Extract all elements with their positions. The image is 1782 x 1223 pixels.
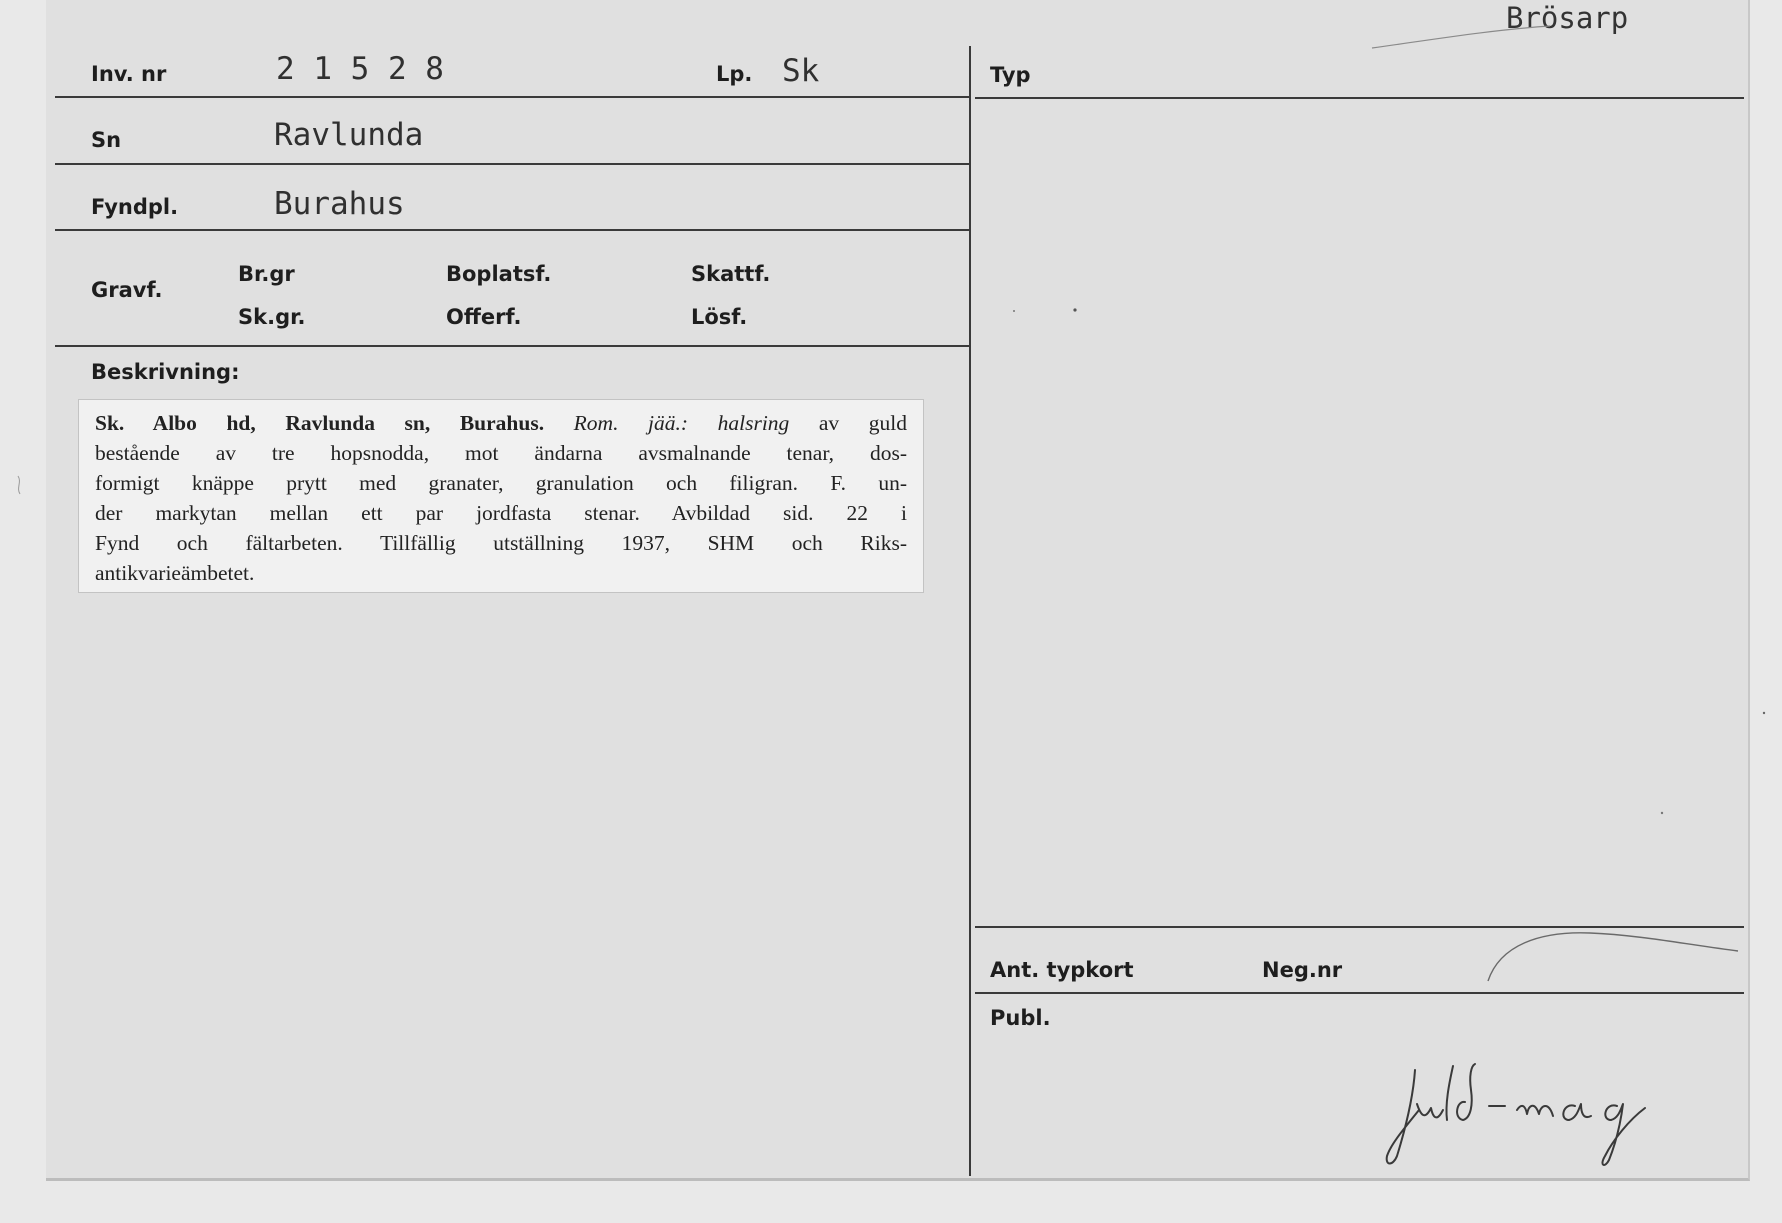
corner-place-name: Brösarp <box>1506 1 1629 35</box>
description-segment: Rom. jää.: halsring <box>573 411 790 435</box>
description-segment: formigt knäppe prytt med granater, granulation och filigran. F. un- <box>95 471 907 495</box>
skattf-label: Skattf. <box>691 262 771 286</box>
description-segment: bestående av tre hopsnodda, mot ändarna avsmalnande tenar, dos- <box>95 441 907 465</box>
ant-typkort-label: Ant. typkort <box>990 958 1134 982</box>
gravf-label: Gravf. <box>91 278 163 302</box>
lp-label: Lp. <box>716 62 753 86</box>
inv-nr-label: Inv. nr <box>91 62 167 86</box>
offerf-label: Offerf. <box>446 305 522 329</box>
description-segment: Sk. Albo hd, Ravlunda sn, Burahus. <box>95 411 545 435</box>
typ-label: Typ <box>990 63 1031 87</box>
description-segment: der markytan mellan ett par jordfasta stenar. Avbildad sid. 22 i <box>95 501 907 525</box>
sn-label: Sn <box>91 128 122 152</box>
boplatsf-label: Boplatsf. <box>446 262 552 286</box>
sn-value: Ravlunda <box>274 117 424 153</box>
beskrivning-label: Beskrivning: <box>91 360 240 384</box>
description-segment: Fynd och fältarbeten. Tillfällig utställning 1937, SHM och Riks- <box>95 531 907 555</box>
neg-nr-label: Neg.nr <box>1262 958 1343 982</box>
publ-label: Publ. <box>990 1006 1051 1030</box>
fyndpl-value: Burahus <box>274 186 405 222</box>
sk-gr-label: Sk.gr. <box>238 305 306 329</box>
fyndpl-label: Fyndpl. <box>91 195 179 219</box>
lp-value: Sk <box>782 53 820 89</box>
description-segment: antikvarieämbetet. <box>95 561 255 585</box>
losf-label: Lösf. <box>691 305 748 329</box>
description-segment: av guld <box>789 411 907 435</box>
br-gr-label: Br.gr <box>238 262 295 286</box>
inv-nr-value: 2 1 5 2 8 <box>276 51 444 87</box>
